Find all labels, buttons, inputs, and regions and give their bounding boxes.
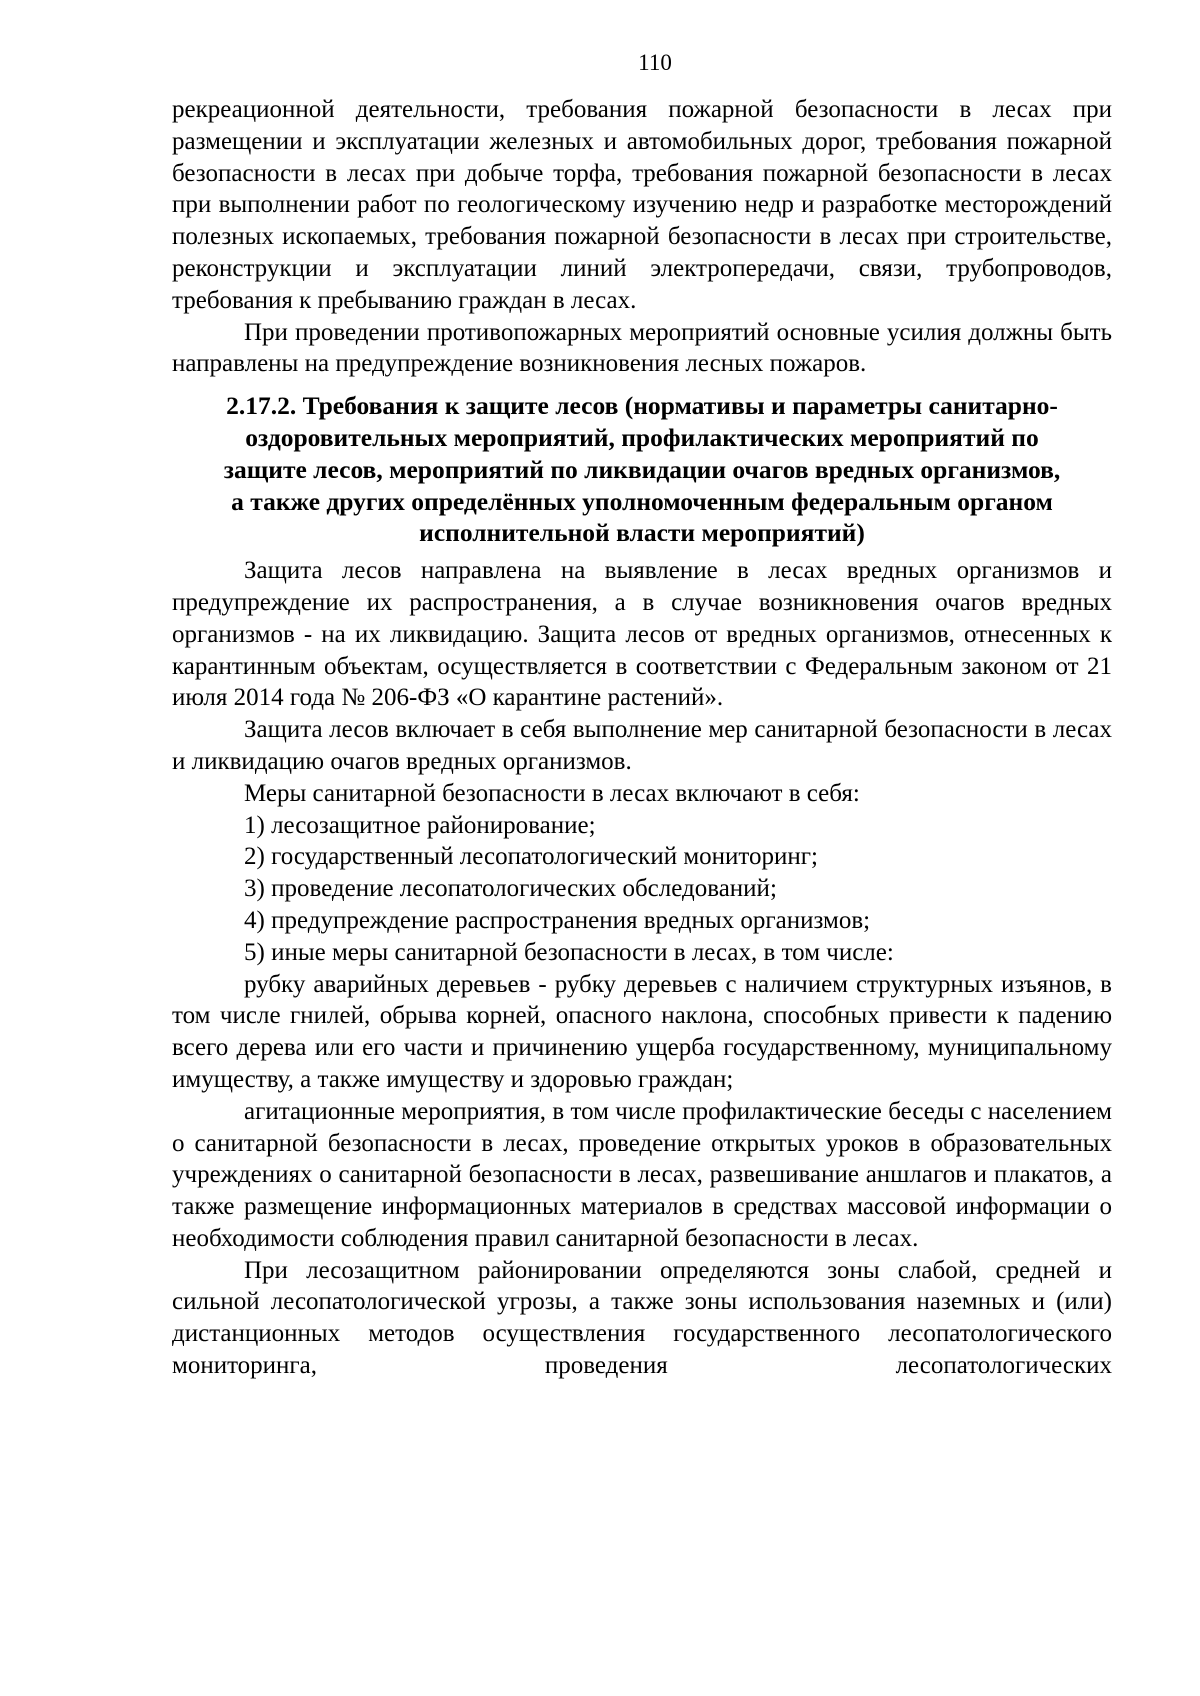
list-item: 3) проведение лесопатологических обследований; bbox=[244, 875, 777, 903]
section-heading-line: 2.17.2. Требования к защите лесов (нормативы и параметры санитарно- bbox=[226, 391, 1058, 421]
list-item: 4) предупреждение распространения вредных организмов; bbox=[244, 906, 871, 934]
document-page bbox=[172, 48, 1112, 1382]
section-heading-line: а также других определённых уполномоченным федеральным органом bbox=[231, 486, 1053, 516]
list-item: 5) иные меры санитарной безопасности в лесах, в том числе: bbox=[244, 938, 894, 966]
list-intro: Меры санитарной безопасности в лесах включают в себя: bbox=[244, 779, 860, 807]
paragraph-fire-safety-requirements: рекреационной деятельности, требования пожарной безопасности в лесах при размещении и эксплуатации железных и автомобильных дорог, требования пожарной безопасности в лесах при добыче торфа, требования пожарной безопасности в лесах при выполнении работ по геологическому изучению недр и разработке месторождений полезных ископаемых, требования пожарной безопасности в лесах при строительстве, реконструкции и эксплуатации линий электропередачи, связи, трубопроводов, требования к пребыванию граждан в лесах. bbox=[172, 96, 1112, 314]
paragraph-awareness-activities: агитационные мероприятия, в том числе профилактические беседы с населением о санитарной безопасности в лесах, проведение открытых уроков в образовательных учреждениях о санитарной безопасности в лесах, развешивание аншлагов и плакатов, а также размещение информационных материалов в средствах массовой информации о необходимости соблюдения правил санитарной безопасности в лесах. bbox=[172, 1097, 1112, 1252]
paragraph-forest-protection-includes: Защита лесов включает в себя выполнение мер санитарной безопасности в лесах и ликвидацию очагов вредных организмов. bbox=[172, 716, 1112, 775]
paragraph-forest-protection-purpose: Защита лесов направлена на выявление в лесах вредных организмов и предупреждение их распространения, а в случае возникновения очагов вредных организмов - на их ликвидацию. Защита лесов от вредных организмов, отнесенных к карантинным объектам, осуществляется в соответствии с Федеральным законом от 21 июля 2014 года № 206-ФЗ «О карантине растений». bbox=[172, 557, 1112, 712]
section-heading-line: оздоровительных мероприятий, профилактических мероприятий по bbox=[245, 422, 1039, 452]
paragraph-zoning: При лесозащитном районировании определяются зоны слабой, средней и сильной лесопатологической угрозы, а также зоны использования наземных и (или) дистанционных методов осуществления государственного лесопатологического мониторинга, проведения лесопатологических bbox=[172, 1256, 1112, 1380]
section-heading-line: защите лесов, мероприятий по ликвидации очагов вредных организмов, bbox=[223, 454, 1061, 484]
list-item: 1) лесозащитное районирование; bbox=[244, 811, 596, 839]
paragraph-fire-prevention-efforts: При проведении противопожарных мероприятий основные усилия должны быть направлены на предупреждение возникновения лесных пожаров. bbox=[172, 318, 1112, 378]
paragraph-emergency-tree-felling: рубку аварийных деревьев - рубку деревьев с наличием структурных изъянов, в том числе гнилей, обрыва корней, опасного наклона, способных привести к падению всего дерева или его части и причинению ущерба государственному, муниципальному имуществу, а также имуществу и здоровью граждан; bbox=[172, 970, 1112, 1093]
page-number: 110 bbox=[638, 50, 672, 75]
section-heading bbox=[172, 390, 1112, 549]
section-heading-line: исполнительной власти мероприятий) bbox=[419, 518, 865, 548]
list-item: 2) государственный лесопатологический мониторинг; bbox=[244, 843, 818, 871]
